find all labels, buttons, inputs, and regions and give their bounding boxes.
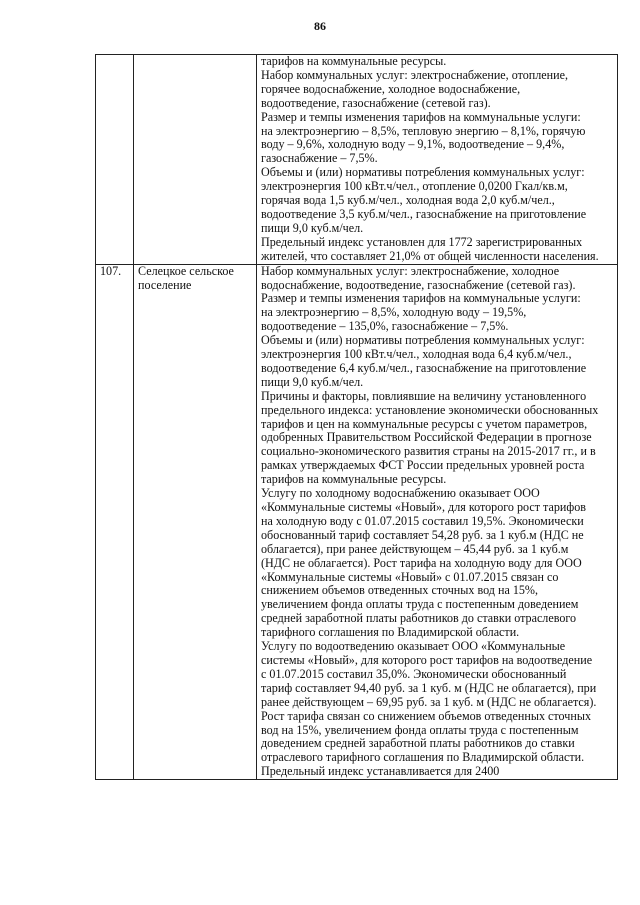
settlement-name-cell — [134, 264, 257, 780]
row-number-cell — [96, 55, 134, 265]
description-line: системы «Новый», для которого рост тарифов на водоотведение — [261, 653, 593, 667]
description-line: облагается), при ранее действующем – 45,44 руб. за 1 куб.м — [261, 542, 569, 556]
description-line: Услугу по водоотведению оказывает ООО «Коммунальные — [261, 640, 566, 654]
description-line: на электроэнергию – 8,5%, тепловую энергию – 8,1%, горячую — [261, 124, 586, 138]
table-row — [96, 55, 618, 265]
description-line: водоотведение, газоснабжение (сетевой газ). — [261, 96, 491, 110]
row-number-cell: 107. — [96, 264, 134, 780]
description-line: Объемы и (или) нормативы потребления коммунальных услуг: — [261, 334, 585, 348]
description-line: Набор коммунальных услуг: электроснабжение, холодное — [261, 264, 560, 278]
description-line: водоотведение 6,4 куб.м/чел., газоснабжение на приготовление — [261, 361, 587, 375]
settlement-name-cell — [134, 55, 257, 265]
description-line: Размер и темпы изменения тарифов на коммунальные услуги: — [261, 292, 581, 306]
description-line: увеличением фонда оплаты труда с постепенным доведением — [261, 598, 579, 612]
description-line: (НДС не облагается). Рост тарифа на холодную воду для ООО — [261, 556, 582, 570]
municipalities-table — [95, 54, 618, 780]
description-line: социально-экономического развития страны на 2015-2017 гг., и в — [261, 445, 596, 459]
page-number: 86 — [314, 19, 326, 33]
description-line: горячее водоснабжение, холодное водоснабжение, — [261, 82, 521, 96]
description-line: Размер и темпы изменения тарифов на коммунальные услуги: — [261, 110, 581, 124]
table-body — [96, 55, 618, 780]
description-line: одобренных Правительством Российской Федерации в прогнозе — [261, 431, 592, 445]
description-line: с 01.07.2015 составил 35,0%. Экономически обоснованный — [261, 667, 567, 681]
description-line: Предельный индекс установлен для 1772 зарегистрированных — [261, 235, 583, 249]
description-line: отраслевого тарифного соглашения по Владимирской области. — [261, 751, 585, 765]
description-line: газоснабжение – 7,5%. — [261, 152, 378, 166]
description-cell — [257, 55, 618, 265]
description-line: рамках утверждаемых ФСТ России предельных уровней роста — [261, 459, 585, 473]
description-line: на электроэнергию – 8,5%, холодную воду – 19,5%, — [261, 306, 527, 320]
description-line: снижением объемов отведенных сточных вод на 15%, — [261, 584, 539, 598]
description-line: тарифов и цен на коммунальные ресурсы с учетом параметров, — [261, 417, 588, 431]
description-line: обоснованный тариф составляет 54,28 руб. за 1 куб.м (НДС не — [261, 528, 584, 542]
description-line: пищи 9,0 куб.м/чел. — [261, 375, 364, 389]
description-line: водоотведение – 135,0%, газоснабжение – 7,5%. — [261, 320, 509, 334]
description-line: Объемы и (или) нормативы потребления коммунальных услуг: — [261, 166, 585, 180]
description-line: тарифов на коммунальные ресурсы. — [261, 473, 447, 487]
description-line: электроэнергия 100 кВт.ч/чел., холодная вода 6,4 куб.м/чел., — [261, 348, 572, 362]
description-line: тарифного соглашения по Владимирской области. — [261, 626, 520, 640]
description-line: тарифов на коммунальные ресурсы. — [261, 55, 447, 68]
description-line: на холодную воду с 01.07.2015 составил 19,5%. Экономически — [261, 514, 584, 528]
description-line: Набор коммунальных услуг: электроснабжение, отопление, — [261, 68, 568, 82]
description-line: предельного индекса: установление экономически обоснованных — [261, 403, 599, 417]
description-line: средней заработной платы работников до ставки отраслевого — [261, 612, 577, 626]
settlement-name-line: поселение — [138, 278, 192, 292]
description-line: Предельный индекс устанавливается для 2400 — [261, 765, 500, 779]
description-line: ранее действующем – 69,95 руб. за 1 куб. м (НДС не облагается). — [261, 695, 597, 709]
table-row — [96, 264, 618, 780]
description-line: водоотведение 3,5 куб.м/чел., газоснабжение на приготовление — [261, 207, 587, 221]
description-line: Причины и факторы, повлиявшие на величину установленного — [261, 389, 587, 403]
description-line: «Коммунальные системы «Новый» с 01.07.2015 связан со — [261, 570, 559, 584]
description-line: водоснабжение, водоотведение, газоснабжение (сетевой газ). — [261, 278, 576, 292]
description-line: воду – 9,6%, холодную воду – 9,1%, водоотведение – 9,4%, — [261, 138, 565, 152]
description-line: Услугу по холодному водоснабжению оказывает ООО — [261, 487, 540, 501]
description-line: тариф составляет 94,40 руб. за 1 куб. м (НДС не облагается), при — [261, 681, 597, 695]
description-line: вод на 15%, увеличением фонда оплаты труда с постепенным — [261, 723, 579, 737]
description-cell — [257, 264, 618, 780]
description-line: «Коммунальные системы «Новый», для которого рост тарифов — [261, 501, 586, 514]
description-line: жителей, что составляет 21,0% от общей численности населения. — [261, 249, 599, 263]
settlement-name-line: Селецкое сельское — [138, 264, 234, 278]
description-line: электроэнергия 100 кВт.ч/чел., отопление 0,0200 Гкал/кв.м, — [261, 180, 568, 194]
description-line: горячая вода 1,5 куб.м/чел., холодная вода 2,0 куб.м/чел., — [261, 194, 555, 208]
description-line: пищи 9,0 куб.м/чел. — [261, 221, 364, 235]
description-line: доведением средней заработной платы работников до ставки — [261, 737, 575, 751]
description-line: Рост тарифа связан со снижением объемов отведенных сточных — [261, 709, 592, 723]
